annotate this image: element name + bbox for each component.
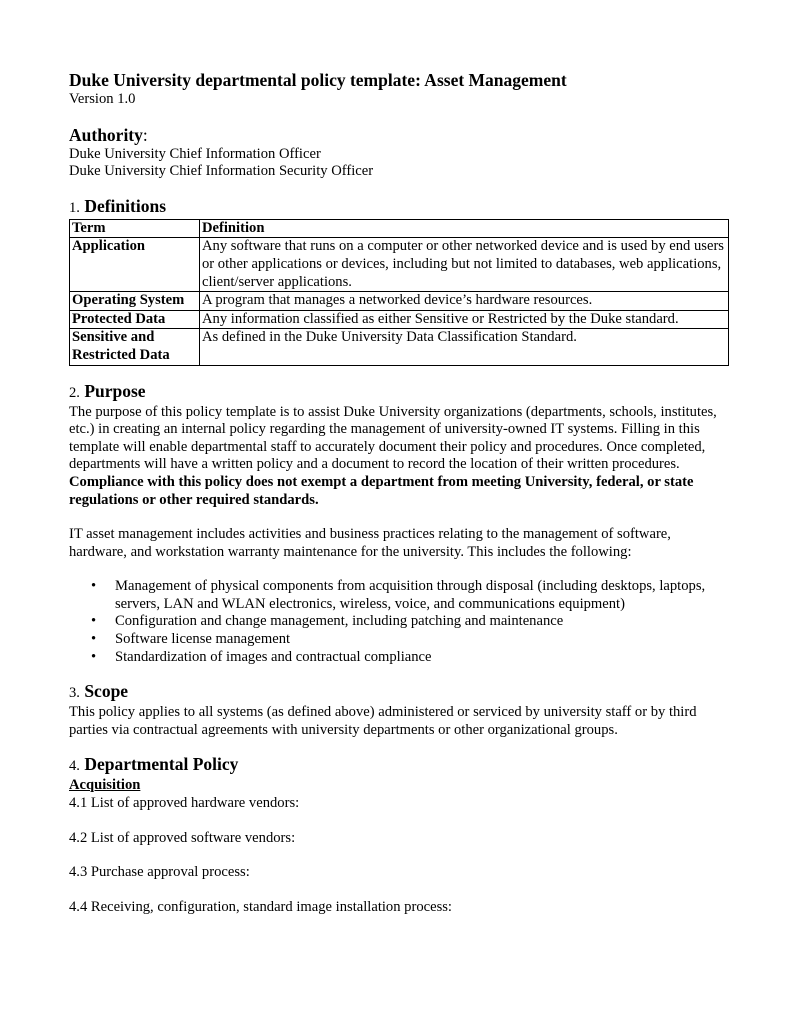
definitions-table — [69, 219, 729, 366]
authority-heading-text: Authority — [69, 124, 143, 145]
section-number: 2. — [69, 384, 80, 401]
list-item — [69, 649, 729, 667]
list-item-text: Configuration and change management, including patching and maintenance — [115, 613, 564, 630]
term-cell: Protected Data — [70, 310, 200, 329]
bullet-glyph: • — [91, 648, 97, 665]
document-page — [69, 70, 729, 933]
term-cell: Operating System — [70, 292, 200, 311]
bullet-glyph: • — [91, 631, 97, 648]
purpose-paragraph — [69, 404, 729, 510]
definitions-heading — [69, 196, 729, 219]
column-header-term: Term — [70, 219, 200, 238]
asset-management-paragraph: IT asset management includes activities and business practices relating to the management of software, hardware, and workstation warranty maintenance for the university. This includes the following: — [69, 526, 671, 560]
table-row — [70, 310, 729, 329]
list-item — [69, 578, 729, 613]
table-row — [70, 329, 729, 365]
compliance-notice: Compliance with this policy does not exempt a department from meeting University, federal, or state regulations or other required standards. — [69, 473, 694, 508]
table-row — [70, 238, 729, 292]
bullet-glyph: • — [91, 613, 97, 630]
definition-cell: Any software that runs on a computer or other networked device and is used by end users or other applications or devices, including but not limited to databases, web applications, client/server applications. — [200, 238, 729, 292]
section-number: 4. — [69, 758, 80, 775]
list-item-text: Management of physical components from acquisition through disposal (including desktops, laptops, servers, LAN and WLAN electronics, wireless, voice, and communications equipment) — [115, 578, 706, 612]
table-header-row — [70, 219, 729, 238]
term-cell: Application — [70, 238, 200, 292]
scope-paragraph: This policy applies to all systems (as defined above) administered or serviced by university staff or by third parties via contractual agreements with university departments or other organizational groups. — [69, 704, 697, 738]
section-title: Scope — [84, 681, 129, 702]
section-number: 3. — [69, 685, 80, 702]
acquisition-subheading: Acquisition — [69, 777, 141, 794]
section-title: Purpose — [84, 380, 146, 401]
section-title: Definitions — [84, 195, 167, 216]
definition-cell: Any information classified as either Sensitive or Restricted by the Duke standard. — [200, 310, 729, 329]
list-item-text: Software license management — [115, 631, 291, 648]
purpose-text: The purpose of this policy template is to assist Duke University organizations (departments, schools, institutes, etc.) in creating an internal policy regarding the management of university-owned IT systems. Filling in this template will enable departmental staff to accurately document their policy and procedures. Once completed, departments will have a written policy and a document to record the location of their written procedures. — [69, 403, 717, 473]
policy-item: 4.1 List of approved hardware vendors: — [69, 795, 300, 812]
list-item — [69, 613, 729, 631]
list-item — [69, 631, 729, 649]
document-title: Duke University departmental policy template: Asset Management — [69, 70, 567, 90]
document-version: Version 1.0 — [69, 91, 136, 107]
policy-item: 4.2 List of approved software vendors: — [69, 829, 296, 846]
definition-cell: As defined in the Duke University Data Classification Standard. — [200, 329, 729, 365]
definition-cell: A program that manages a networked device’s hardware resources. — [200, 292, 729, 311]
list-item-text: Standardization of images and contractual compliance — [115, 648, 432, 665]
term-cell: Sensitive and Restricted Data — [70, 329, 200, 365]
authority-heading — [69, 124, 729, 146]
column-header-definition: Definition — [200, 219, 729, 238]
table-row — [70, 292, 729, 311]
authority-line-ciso: Duke University Chief Information Security Officer — [69, 163, 374, 180]
scope-heading — [69, 681, 729, 704]
bullet-glyph: • — [91, 578, 97, 595]
purpose-heading — [69, 381, 729, 404]
section-number: 1. — [69, 199, 80, 216]
asset-management-list — [69, 578, 729, 666]
departmental-policy-heading — [69, 754, 729, 777]
policy-item: 4.4 Receiving, configuration, standard image installation process: — [69, 898, 452, 915]
authority-line-cio: Duke University Chief Information Officer — [69, 145, 321, 162]
section-title: Departmental Policy — [84, 754, 239, 775]
authority-heading-colon: : — [142, 124, 148, 145]
policy-item: 4.3 Purchase approval process: — [69, 864, 250, 881]
